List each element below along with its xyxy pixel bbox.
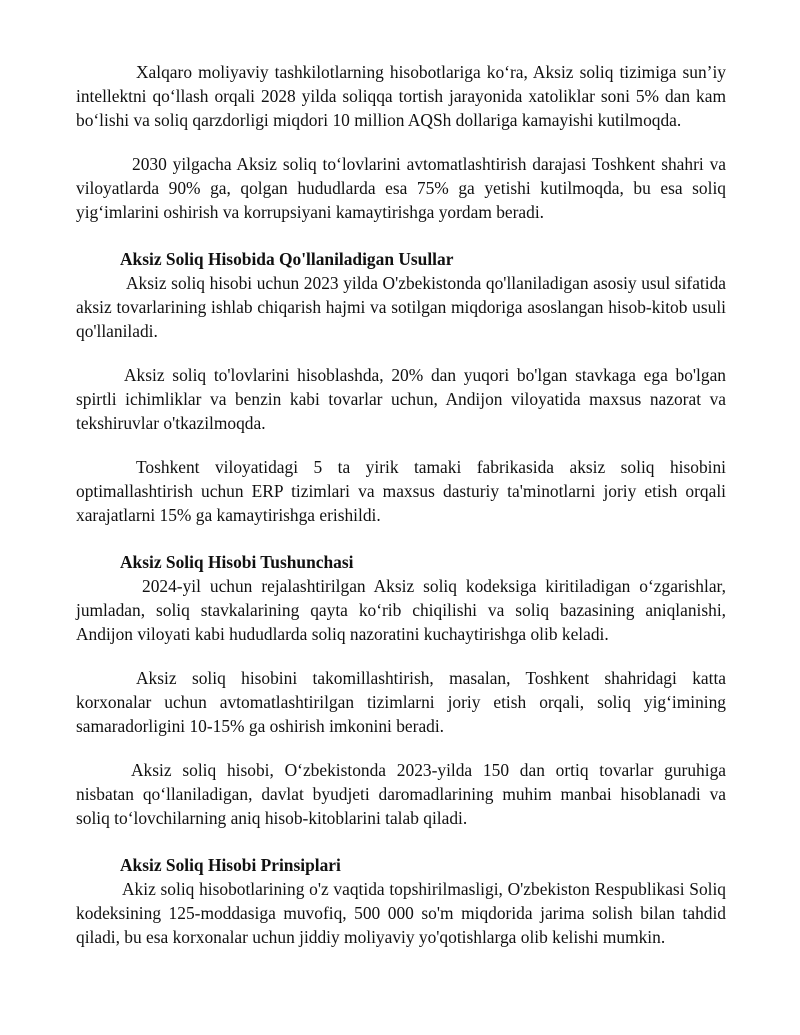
- section-heading-concept: Aksiz Soliq Hisobi Tushunchasi: [120, 552, 354, 572]
- paragraph-erp-systems: Toshkent viloyatidagi 5 ta yirik tamaki fabrikasida aksiz soliq hisobini optimallashtirish uchun ERP tizimlari va maxsus dasturiy ta'minotlarni joriy etish orqali xarajatlarni 15% ga kamaytirishga erishildi.: [76, 457, 726, 525]
- paragraph-main-method: Aksiz soliq hisobi uchun 2023 yilda O'zbekistonda qo'llaniladigan asosiy usul sifatida aksiz tovarlarining ishlab chiqarish hajmi va sotilgan miqdoriga asoslangan hisob-kitob usuli qo'llaniladi.: [76, 273, 726, 341]
- paragraph-andijon-control: Aksiz soliq to'lovlarini hisoblashda, 20% dan yuqori bo'lgan stavkaga ega bo'lgan spirtli ichimliklar va benzin kabi tovarlar uchun, Andijon viloyatida maxsus nazorat va tekshiruvlar o'tkazilmoqda.: [76, 365, 726, 433]
- paragraph-automation-2030: 2030 yilgacha Aksiz soliq to‘lovlarini avtomatlashtirish darajasi Toshkent shahri va viloyatlarda 90% ga, qolgan hududlarda esa 75% ga yetishi kutilmoqda, bu esa soliq yig‘imlarini oshirish va korrupsiyani kamaytirishga yordam beradi.: [76, 154, 726, 222]
- paragraph-ai-forecast: Xalqaro moliyaviy tashkilotlarning hisobotlariga ko‘ra, Aksiz soliq tizimiga sun’iy intellektni qo‘llash orqali 2028 yilda soliqqa tortish jarayonida xatoliklar soni 5% dan kam bo‘lishi va soliq qarzdorligi miqdori 10 million AQSh dollariga kamayishi kutilmoqda.: [76, 62, 726, 130]
- section-heading-principles: Aksiz Soliq Hisobi Prinsiplari: [120, 855, 341, 875]
- paragraph-efficiency: Aksiz soliq hisobini takomillashtirish, masalan, Toshkent shahridagi katta korxonalar uchun avtomatlashtirilgan tizimlarni joriy etish orqali, soliq yig‘imining samaradorligini 10-15% ga oshirish imkonini beradi.: [76, 668, 726, 736]
- section-heading-methods: Aksiz Soliq Hisobida Qo'llaniladigan Usullar: [120, 249, 454, 269]
- paragraph-code-changes: 2024-yil uchun rejalashtirilgan Aksiz soliq kodeksiga kiritiladigan o‘zgarishlar, jumladan, soliq stavkalarining qayta ko‘rib chiqilishi va soliq bazasining aniqlanishi, Andijon viloyati kabi hududlarda soliq nazoratini kuchaytirishga olib keladi.: [76, 576, 726, 644]
- paragraph-budget-source: Aksiz soliq hisobi, O‘zbekistonda 2023-yilda 150 dan ortiq tovarlar guruhiga nisbatan qo‘llaniladigan, davlat byudjeti daromadlarining muhim manbai hisoblanadi va soliq to‘lovchilarning aniq hisob-kitoblarini talab qiladi.: [76, 760, 726, 828]
- paragraph-penalty: Akiz soliq hisobotlarining o'z vaqtida topshirilmasligi, O'zbekiston Respublikasi Soliq kodeksining 125-moddasiga muvofiq, 500 000 so'm miqdorida jarima solish bilan tahdid qiladi, bu esa korxonalar uchun jiddiy moliyaviy yo'qotishlarga olib kelishi mumkin.: [76, 879, 726, 947]
- document-page: [76, 60, 726, 949]
